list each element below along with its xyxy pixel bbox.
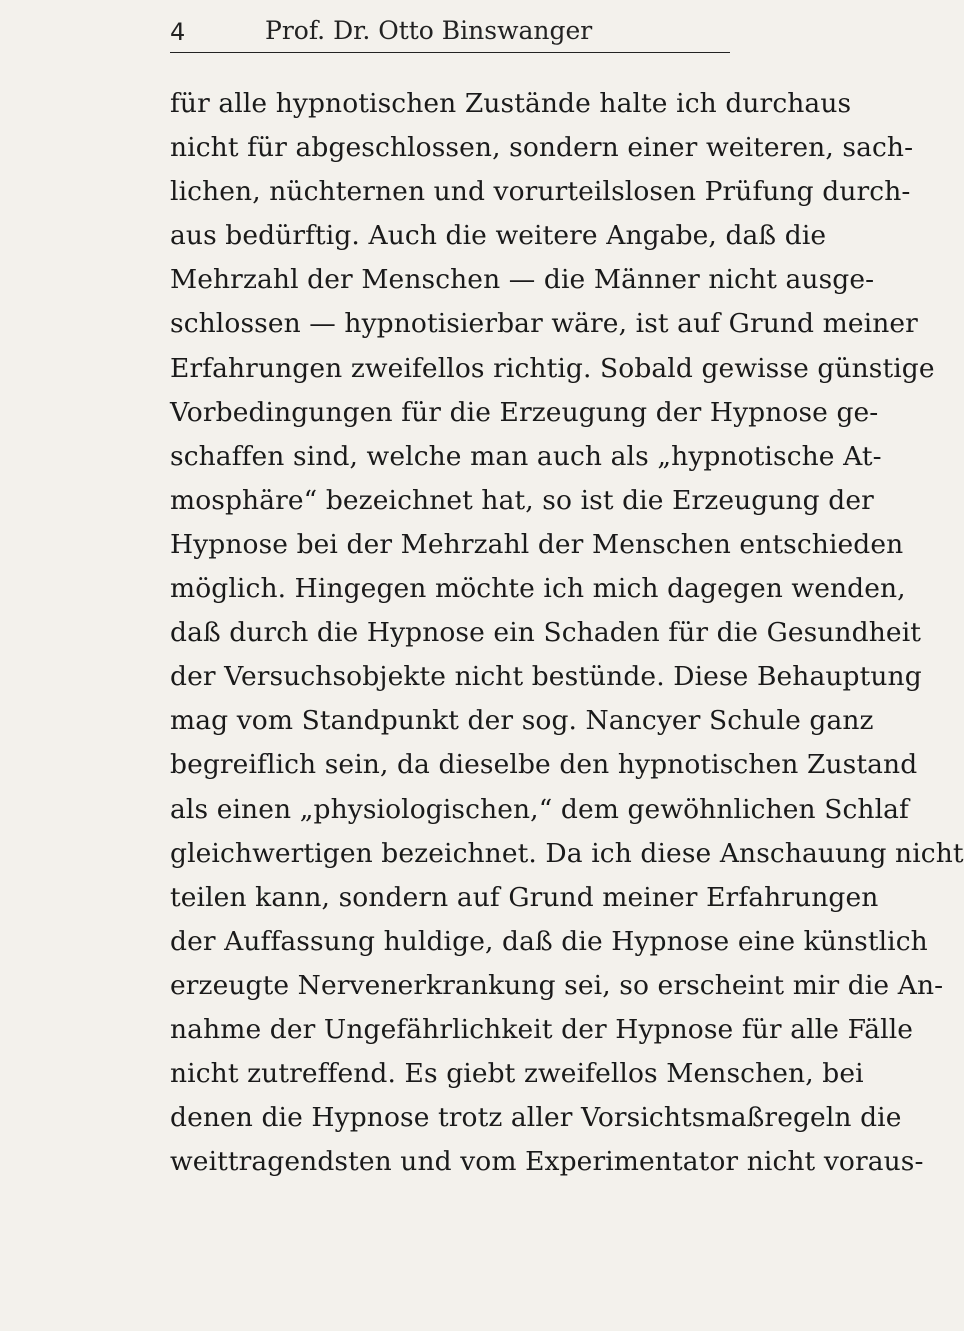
- text-line: der Versuchsobjekte nicht bestünde. Diese Behauptung: [170, 661, 922, 693]
- text-line: nicht zutreffend. Es giebt zweifellos Menschen, bei: [170, 1058, 864, 1090]
- text-line: aus bedürftig. Auch die weitere Angabe, daß die: [170, 220, 827, 252]
- text-line: mag vom Standpunkt der sog. Nancyer Schule ganz: [170, 705, 874, 737]
- text-line: nicht für abgeschlossen, sondern einer weiteren, sach-: [170, 132, 914, 164]
- text-line: möglich. Hingegen möchte ich mich dagegen wenden,: [170, 573, 906, 605]
- text-line: nahme der Ungefährlichkeit der Hypnose für alle Fälle: [170, 1013, 914, 1045]
- text-line: daß durch die Hypnose ein Schaden für die Gesundheit: [170, 617, 922, 649]
- running-head: Prof. Dr. Otto Binswanger: [265, 16, 593, 45]
- text-line: begreiflich sein, da dieselbe den hypnotischen Zustand: [170, 749, 918, 781]
- page-number: 4: [170, 18, 186, 46]
- text-line: Erfahrungen zweifellos richtig. Sobald gewisse günstige: [170, 352, 935, 384]
- text-line: gleichwertigen bezeichnet. Da ich diese Anschauung nicht: [170, 837, 964, 869]
- text-line: lichen, nüchternen und vorurteilslosen Prüfung durch-: [170, 176, 911, 208]
- text-line: schaffen sind, welche man auch als „hypnotische At-: [170, 440, 882, 472]
- text-line: erzeugte Nervenerkrankung sei, so erscheint mir die An-: [170, 969, 944, 1001]
- text-line: für alle hypnotischen Zustände halte ich durchaus: [170, 88, 852, 119]
- text-line: als einen „physiologischen,“ dem gewöhnlichen Schlaf: [170, 793, 909, 825]
- text-line: weittragendsten und vom Experimentator nicht voraus-: [170, 1146, 924, 1178]
- text-line: teilen kann, sondern auf Grund meiner Erfahrungen: [170, 881, 879, 913]
- text-line: denen die Hypnose trotz aller Vorsichtsmaßregeln die: [170, 1102, 902, 1134]
- text-line: Vorbedingungen für die Erzeugung der Hypnose ge-: [170, 396, 879, 428]
- text-line: der Auffassung huldige, daß die Hypnose eine künstlich: [170, 925, 928, 957]
- body-text: [170, 82, 964, 1184]
- text-line: Hypnose bei der Mehrzahl der Menschen entschieden: [170, 528, 904, 560]
- text-line: schlossen — hypnotisierbar wäre, ist auf Grund meiner: [170, 308, 918, 340]
- text-line: mosphäre“ bezeichnet hat, so ist die Erzeugung der: [170, 484, 874, 516]
- text-line: Mehrzahl der Menschen — die Männer nicht ausge-: [170, 264, 875, 296]
- page-header: [170, 10, 730, 53]
